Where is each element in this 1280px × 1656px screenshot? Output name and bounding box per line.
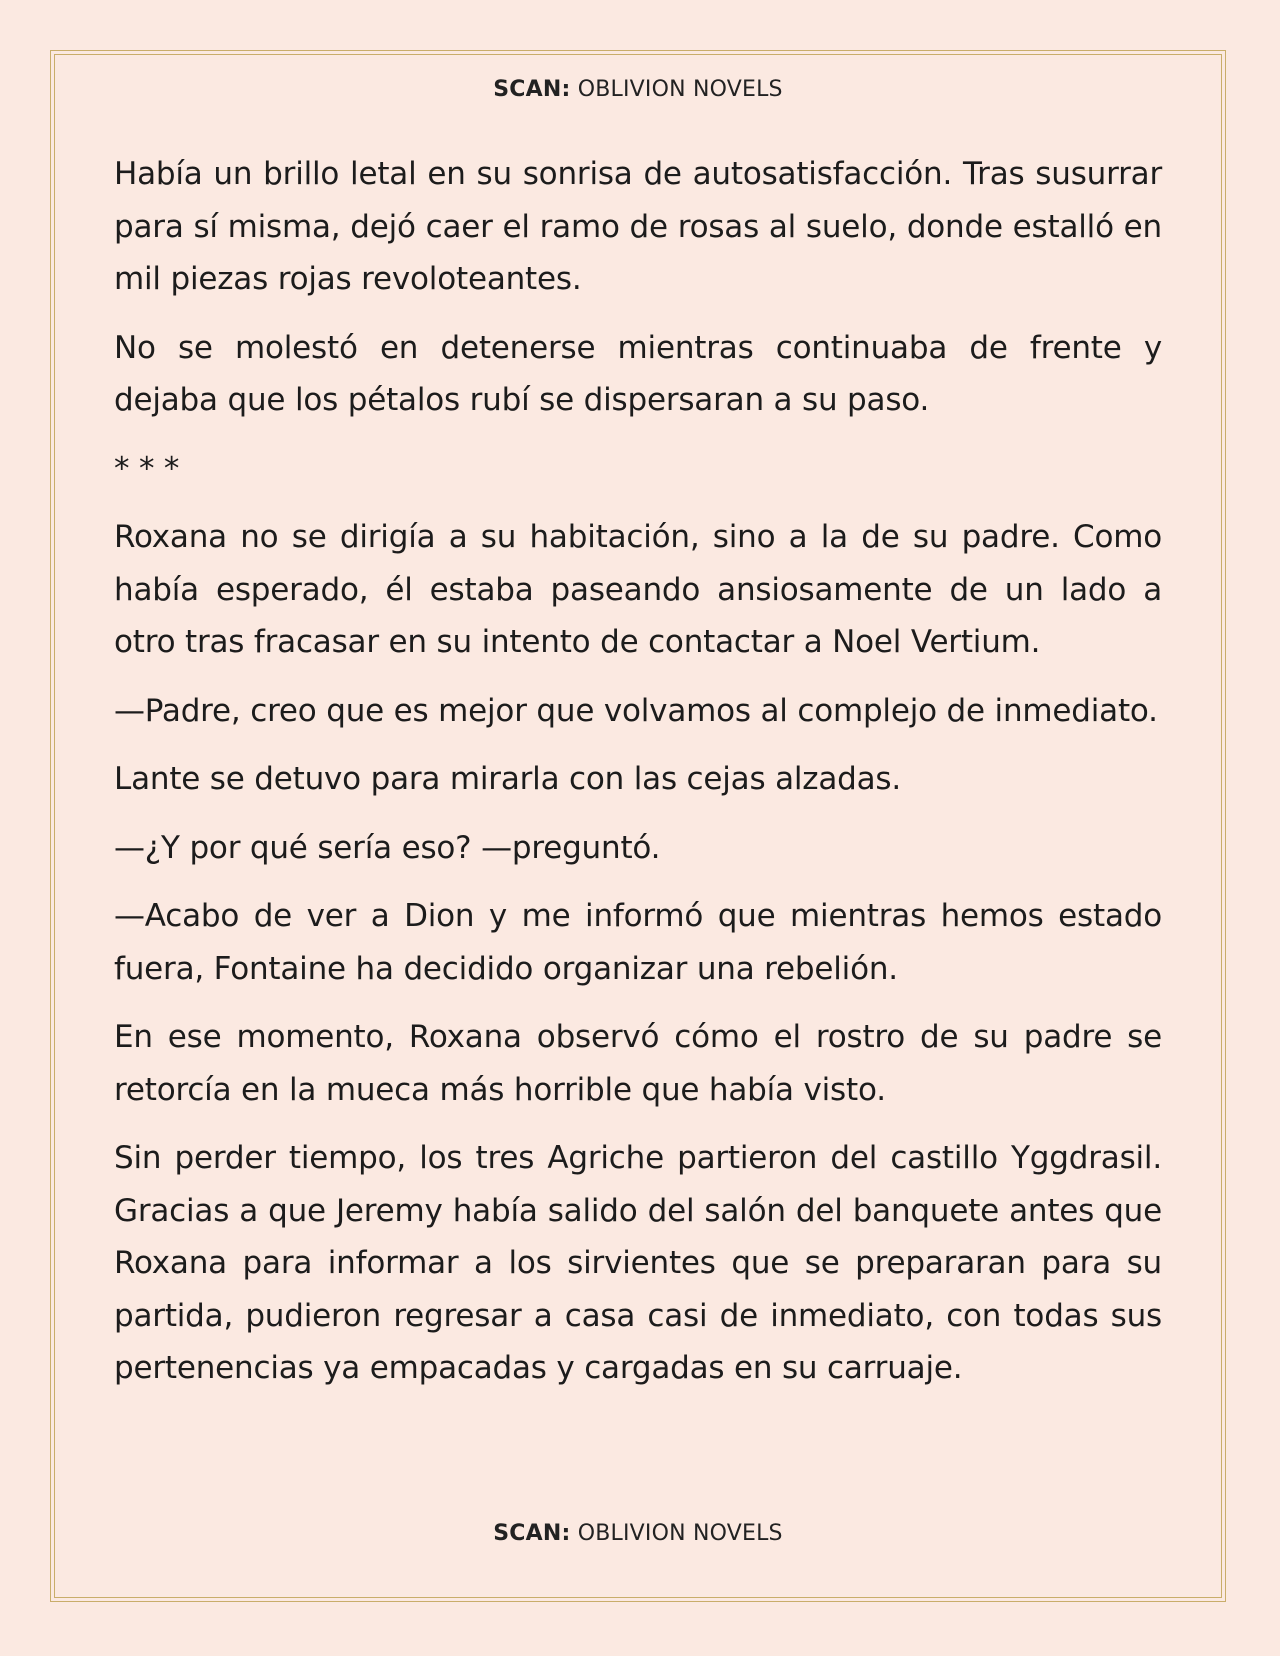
page-frame <box>50 50 1226 1602</box>
scan-credit-footer <box>51 1521 1225 1546</box>
scan-label: SCAN: <box>493 77 571 102</box>
paragraph-7: —Acabo de ver a Dion y me informó que mientras hemos estado fuera, Fontaine ha decidido organizar una rebelión. <box>114 898 1162 987</box>
paragraph-9: Sin perder tiempo, los tres Agriche partieron del castillo Yggdrasil. Gracias a que Jeremy había salido del salón del banquete antes que Roxana para informar a los sirvientes que se prepararan para su partida, pudieron regresar a casa casi de inmediato, con todas sus pertenencias ya empacadas y cargadas en su carruaje. <box>114 1140 1162 1386</box>
paragraph-5: Lante se detuvo para mirarla con las cejas alzadas. <box>114 761 902 797</box>
paragraph-2: No se molestó en detenerse mientras continuaba de frente y dejaba que los pétalos rubí se dispersaran a su paso. <box>114 329 1162 418</box>
paragraph-3: Roxana no se dirigía a su habitación, sino a la de su padre. Como había esperado, él estaba paseando ansiosamente de un lado a otro tras fracasar en su intento de contactar a Noel Vertium. <box>114 519 1162 660</box>
chapter-text <box>114 148 1162 1411</box>
scan-source: OBLIVION NOVELS <box>577 77 783 102</box>
paragraph-6: —¿Y por qué sería eso? —preguntó. <box>114 829 661 866</box>
paragraph-8: En ese momento, Roxana observó cómo el rostro de su padre se retorcía en la mueca más horrible que había visto. <box>114 1019 1162 1108</box>
paragraph-4: —Padre, creo que es mejor que volvamos al complejo de inmediato. <box>114 692 1158 729</box>
scan-label: SCAN: <box>493 1521 571 1546</box>
scan-source: OBLIVION NOVELS <box>577 1521 783 1546</box>
paragraph-1: Había un brillo letal en su sonrisa de autosatisfacción. Tras susurrar para sí misma, dejó caer el ramo de rosas al suelo, donde estalló en mil piezas rojas revoloteantes. <box>114 156 1162 297</box>
scan-credit-header <box>51 77 1225 102</box>
scene-separator: * * * <box>114 450 180 487</box>
